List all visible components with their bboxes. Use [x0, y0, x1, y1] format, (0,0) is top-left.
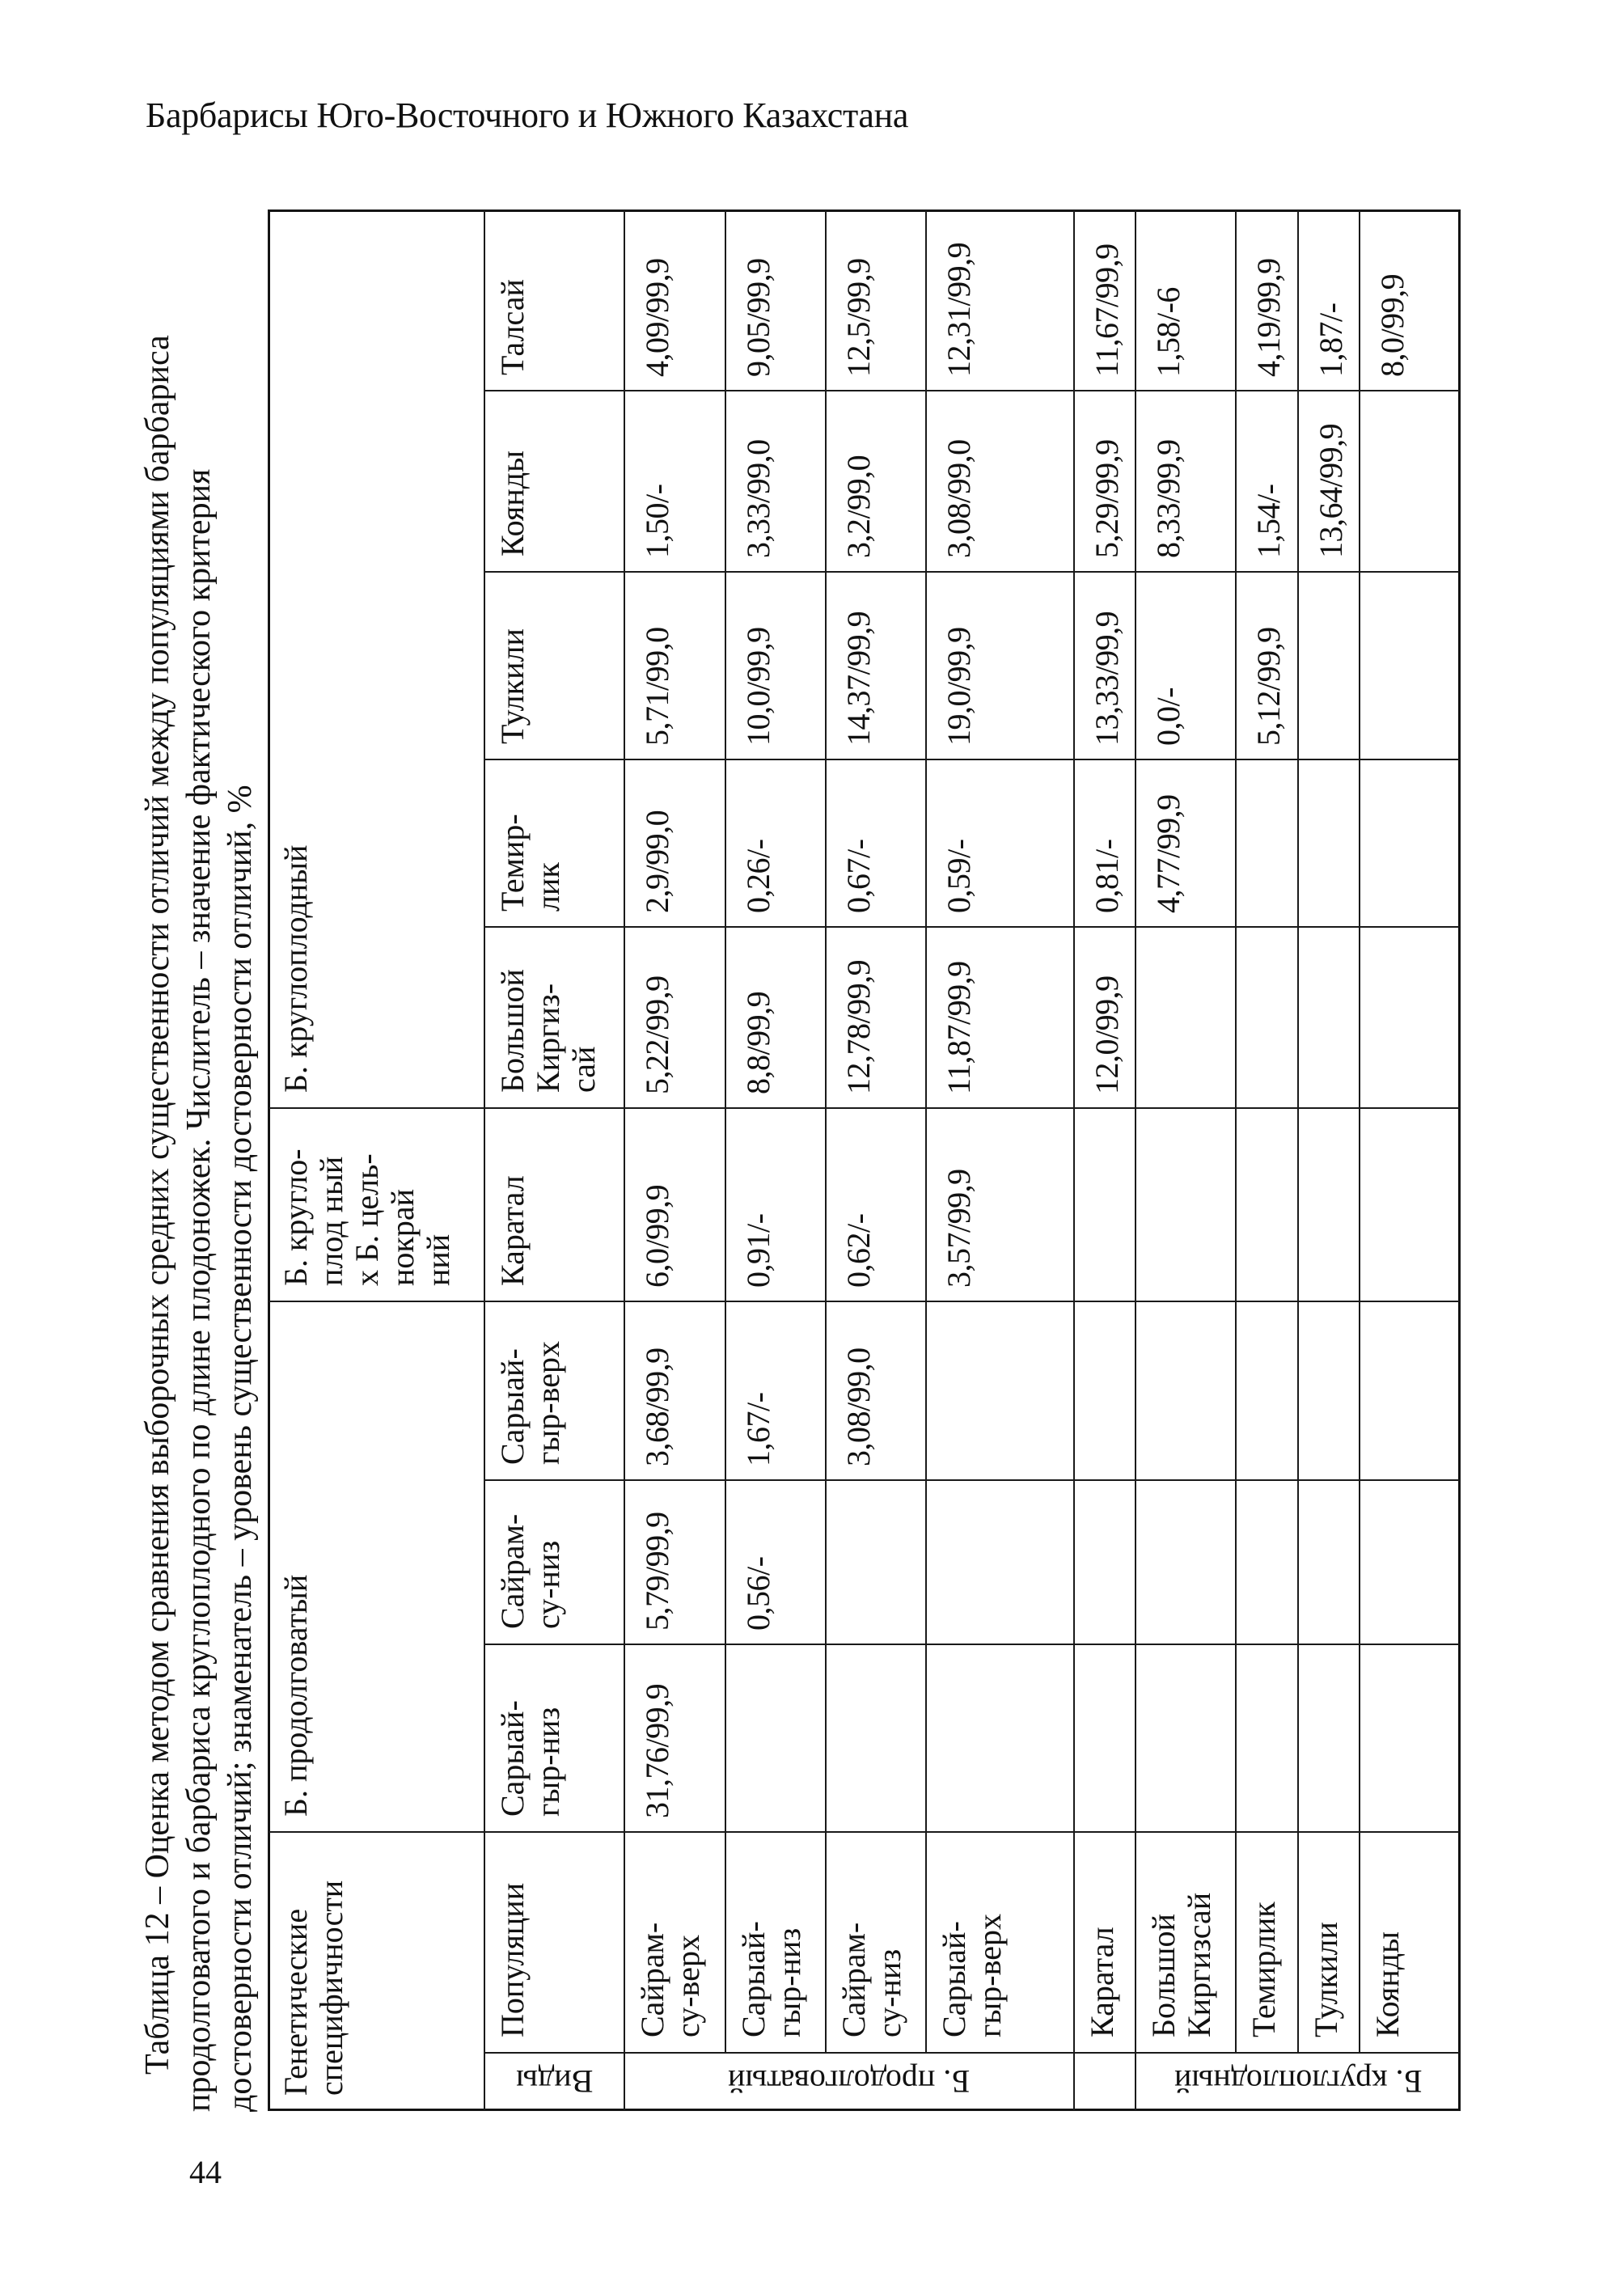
row-population-name: Тулкили [1298, 1832, 1360, 2053]
column-group-header: Б. кругло- плод ный х Б. цель- нокрай ний [268, 1108, 484, 1301]
empty-cell [1074, 1108, 1136, 1301]
table-value-cell: 1,58/-6 [1136, 209, 1236, 391]
table-value-cell: 12,5/99,9 [826, 209, 926, 391]
table-value-cell: 0,81/- [1074, 759, 1136, 927]
empty-cell [1074, 1480, 1136, 1644]
table-value-cell: 4,19/99,9 [1236, 209, 1298, 391]
empty-cell [1298, 572, 1360, 759]
row-group-label: Б. продолговатый [728, 2063, 971, 2100]
empty-cell [1360, 759, 1461, 927]
populations-header: Популяции [484, 1832, 624, 2053]
table-value-cell: 1,50/- [624, 391, 725, 572]
table-value-cell: 3,57/99,9 [926, 1108, 1074, 1301]
column-header: Коянды [484, 391, 624, 572]
row-group-cell [1136, 2053, 1461, 2111]
table-value-cell: 10,0/99,9 [725, 572, 826, 759]
table-value-cell: 5,12/99,9 [1236, 572, 1298, 759]
empty-cell [1298, 1644, 1360, 1832]
empty-cell [1360, 1108, 1461, 1301]
table-value-cell: 5,29/99,9 [1074, 391, 1136, 572]
empty-cell [1298, 1480, 1360, 1644]
table-value-cell: 0,62/- [826, 1108, 926, 1301]
table-value-cell: 12,31/99,9 [926, 209, 1074, 391]
table-value-cell: 13,64/99,9 [1298, 391, 1360, 572]
empty-cell [1298, 1108, 1360, 1301]
empty-cell [1236, 759, 1298, 927]
row-population-name: Темирлик [1236, 1832, 1298, 2053]
empty-cell [826, 1480, 926, 1644]
empty-cell [1136, 1480, 1236, 1644]
row-population-name: Сайрам- су-низ [826, 1832, 926, 2053]
table-value-cell: 8,33/99,9 [1136, 391, 1236, 572]
row-group-cell [624, 2053, 1074, 2111]
empty-cell [1236, 927, 1298, 1108]
table-value-cell: 11,67/99,9 [1074, 209, 1136, 391]
column-header: Темир- лик [484, 759, 624, 927]
caption-line: достоверности отличий; знаменатель – уровень существенности достоверности отличий, % [222, 785, 259, 2112]
table-value-cell: 8,8/99,9 [725, 927, 826, 1108]
empty-cell [1136, 1301, 1236, 1480]
table-value-cell: 19,0/99,9 [926, 572, 1074, 759]
empty-cell [1360, 1480, 1461, 1644]
table-value-cell: 8,0/99,9 [1360, 209, 1461, 391]
empty-cell [1360, 1301, 1461, 1480]
empty-cell [926, 1644, 1074, 1832]
empty-cell [826, 1644, 926, 1832]
table-value-cell: 4,09/99,9 [624, 209, 725, 391]
table-caption [137, 227, 264, 2112]
header-genetic-specificity: Генетические специфичности [268, 1832, 484, 2111]
comparison-table [268, 209, 1461, 2111]
empty-cell [1298, 1301, 1360, 1480]
empty-cell [926, 1301, 1074, 1480]
table-value-cell: 4,77/99,9 [1136, 759, 1236, 927]
table-value-cell: 6,0/99,9 [624, 1108, 725, 1301]
empty-cell [1360, 572, 1461, 759]
empty-cell [1136, 1108, 1236, 1301]
column-header: Большой Киргиз- сай [484, 927, 624, 1108]
table-value-cell: 0,91/- [725, 1108, 826, 1301]
row-group-cell [1074, 2053, 1136, 2111]
empty-cell [1236, 1480, 1298, 1644]
empty-cell [1074, 1301, 1136, 1480]
empty-cell [1298, 927, 1360, 1108]
table-value-cell: 0,67/- [826, 759, 926, 927]
table-value-cell: 1,87/- [1298, 209, 1360, 391]
table-value-cell: 5,79/99,9 [624, 1480, 725, 1644]
row-group-label: Б. круглоплодный [1174, 2063, 1423, 2100]
column-group-header: Б. продолговатый [268, 1301, 484, 1832]
table-value-cell: 3,08/99,0 [826, 1301, 926, 1480]
empty-cell [1298, 759, 1360, 927]
column-header: Сарыай- гыр-верх [484, 1301, 624, 1480]
row-population-name: Сарыай- гыр-верх [926, 1832, 1074, 2053]
table-value-cell: 3,33/99,0 [725, 391, 826, 572]
empty-cell [1136, 1644, 1236, 1832]
table-value-cell: 31,76/99,9 [624, 1644, 725, 1832]
empty-cell [1360, 1644, 1461, 1832]
table-value-cell: 12,78/99,9 [826, 927, 926, 1108]
table-value-cell: 13,33/99,9 [1074, 572, 1136, 759]
table-value-cell: 0,26/- [725, 759, 826, 927]
table-value-cell: 0,59/- [926, 759, 1074, 927]
running-head: Барбарисы Юго-Восточного и Южного Казахстана [146, 95, 909, 135]
empty-cell [1360, 391, 1461, 572]
row-population-name: Сарыай- гыр-низ [725, 1832, 826, 2053]
empty-cell [1236, 1108, 1298, 1301]
empty-cell [926, 1480, 1074, 1644]
empty-cell [725, 1644, 826, 1832]
column-group-header: Б. круглоплодный [268, 209, 484, 1108]
table-value-cell: 1,54/- [1236, 391, 1298, 572]
table-value-cell: 3,2/99,0 [826, 391, 926, 572]
column-header: Талсай [484, 209, 624, 391]
table-value-cell: 2,9/99,0 [624, 759, 725, 927]
empty-cell [1074, 1644, 1136, 1832]
table-value-cell: 0,0/- [1136, 572, 1236, 759]
table-value-cell: 12,0/99,9 [1074, 927, 1136, 1108]
table-value-cell: 9,05/99,9 [725, 209, 826, 391]
table-value-cell: 3,08/99,0 [926, 391, 1074, 572]
empty-cell [1360, 927, 1461, 1108]
table-value-cell: 0,56/- [725, 1480, 826, 1644]
table-value-cell: 11,87/99,9 [926, 927, 1074, 1108]
caption-line: Таблица 12 – Оценка методом сравнения выборочных средних существенности отличий между популяциями барбариса [139, 335, 176, 2075]
page-number: 44 [189, 2154, 222, 2190]
row-population-name: Каратал [1074, 1832, 1136, 2053]
row-population-name: Большой Киргизсай [1136, 1832, 1236, 2053]
table-value-cell: 14,37/99,9 [826, 572, 926, 759]
table-value-cell: 1,67/- [725, 1301, 826, 1480]
column-header: Каратал [484, 1108, 624, 1301]
row-population-name: Сайрам- су-верх [624, 1832, 725, 2053]
column-header: Тулкили [484, 572, 624, 759]
empty-cell [1136, 927, 1236, 1108]
row-population-name: Коянды [1360, 1832, 1461, 2053]
caption-line: продолговатого и барбариса круглоплодного по длине плодоножек. Числитель – значение фактического критерия [180, 468, 218, 2112]
empty-cell [1236, 1644, 1298, 1832]
table-value-cell: 5,71/99,0 [624, 572, 725, 759]
column-header: Сарыай- гыр-низ [484, 1644, 624, 1832]
table-value-cell: 5,22/99,9 [624, 927, 725, 1108]
species-label: Виды [515, 2063, 594, 2100]
empty-cell [1236, 1301, 1298, 1480]
table-value-cell: 3,68/99,9 [624, 1301, 725, 1480]
species-stripe-header [484, 2053, 624, 2111]
column-header: Сайрам- су-низ [484, 1480, 624, 1644]
